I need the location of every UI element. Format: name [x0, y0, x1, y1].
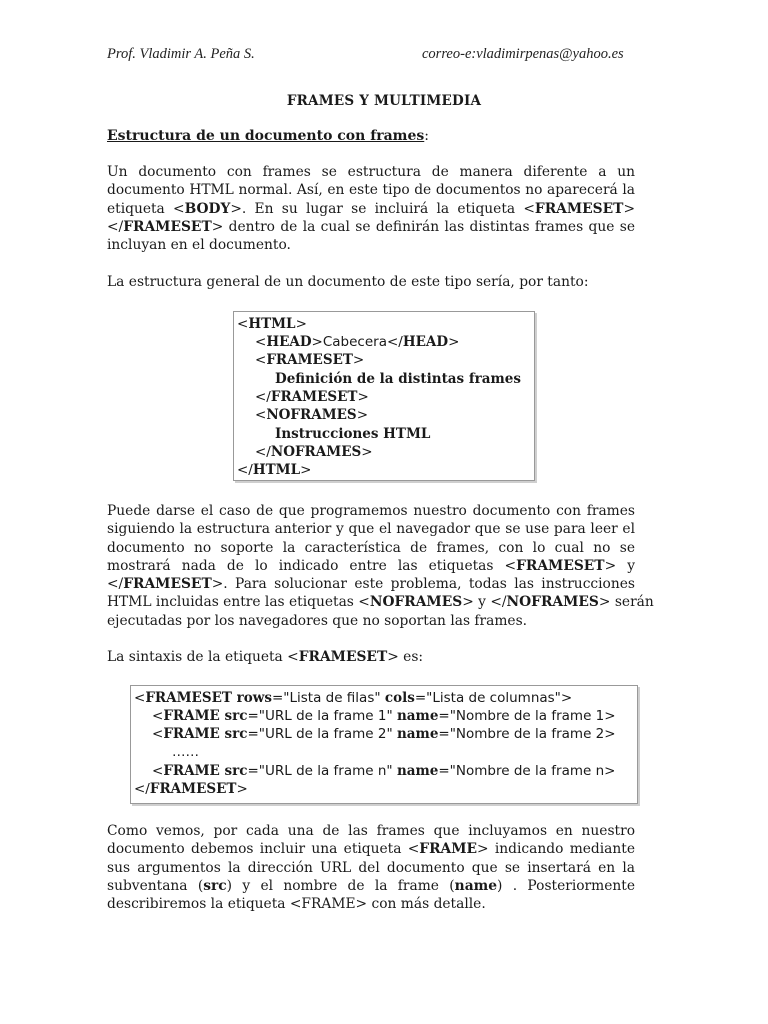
paragraph-line: </FRAMESET>. Para solucionar este problema, todas las instrucciones	[107, 576, 635, 593]
paragraph-line: mostrará nada de lo indicado entre las etiquetas <FRAMESET> y	[107, 557, 635, 574]
paragraph-line: etiqueta <BODY>. En su lugar se incluirá la etiqueta <FRAMESET>	[107, 200, 635, 217]
paragraph-line: Puede darse el caso de que programemos nuestro documento con frames	[107, 503, 635, 519]
paragraph-line: incluyan en el documento.	[107, 237, 291, 254]
paragraph-line: Como vemos, por cada una de las frames que incluyamos en nuestro	[107, 823, 635, 839]
paragraph-line: documento HTML normal. Así, en este tipo de documentos no aparecerá la	[107, 182, 635, 199]
code-line: <HEAD>Cabecera</HEAD>	[255, 334, 460, 350]
section-heading-colon: :	[424, 128, 429, 144]
code-line: <FRAME src="URL de la frame 2" name="Nombre de la frame 2>	[152, 726, 616, 742]
code-box-syntax	[130, 685, 638, 804]
code-line: <FRAMESET rows="Lista de filas" cols="Lista de columnas">	[134, 690, 573, 706]
section-heading-text: Estructura de un documento con frames	[107, 128, 425, 144]
paragraph-line: </FRAMESET> dentro de la cual se definirán las distintas frames que se	[107, 218, 635, 235]
paragraph-line: documento debemos incluir una etiqueta <FRAME> indicando mediante	[107, 841, 636, 858]
code-line: </FRAMESET>	[134, 781, 248, 797]
code-line: Instrucciones HTML	[275, 426, 431, 442]
code-line: <FRAMESET>	[255, 352, 365, 368]
paragraph-line: describiremos la etiqueta <FRAME> con más detalle.	[107, 896, 486, 913]
code-box-structure	[233, 311, 535, 481]
page-title: FRAMES Y MULTIMEDIA	[286, 93, 482, 109]
paragraph-frame-explanation	[107, 822, 635, 913]
paragraph-line: documento no soporte la característica de frames, con lo cual no se	[107, 539, 635, 556]
paragraph-line: siguiendo la estructura anterior y que el navegador que se use para leer el	[107, 521, 635, 538]
paragraph-line: ejecutadas por los navegadores que no soportan las frames.	[107, 612, 528, 629]
code-line: </FRAMESET>	[255, 389, 369, 405]
header-author: Prof. Vladimir A. Peña S.	[107, 46, 255, 62]
code-line: <FRAME src="URL de la frame 1" name="Nombre de la frame 1>	[152, 708, 616, 724]
header-email: correo-e:vladimirpenas@yahoo.es	[422, 46, 624, 62]
code-line: <NOFRAMES>	[255, 407, 368, 423]
paragraph-line: subventana (src) y el nombre de la frame (name) . Posteriormente	[107, 877, 635, 894]
paragraph-structure-intro	[107, 273, 635, 291]
section-heading	[107, 128, 429, 144]
code-line: Definición de la distintas frames	[275, 371, 521, 387]
code-line: </HTML>	[237, 462, 312, 478]
paragraph-syntax-intro	[107, 648, 635, 666]
code-line: <HTML>	[237, 316, 307, 332]
paragraph-line: Un documento con frames se estructura de manera diferente a un	[107, 164, 635, 180]
paragraph-line: La estructura general de un documento de este tipo sería, por tanto:	[107, 274, 589, 290]
code-line: </NOFRAMES>	[255, 444, 373, 460]
paragraph-line: La sintaxis de la etiqueta <FRAMESET> es:	[107, 649, 424, 665]
paragraph-intro	[107, 163, 635, 254]
code-line: ……	[172, 744, 199, 760]
paragraph-line: HTML incluidas entre las etiquetas <NOFRAMES> y </NOFRAMES> serán	[107, 594, 654, 611]
paragraph-line: sus argumentos la dirección URL del documento que se insertará en la	[107, 859, 635, 876]
code-line: <FRAME src="URL de la frame n" name="Nombre de la frame n>	[152, 763, 616, 779]
paragraph-noframes	[107, 502, 654, 630]
